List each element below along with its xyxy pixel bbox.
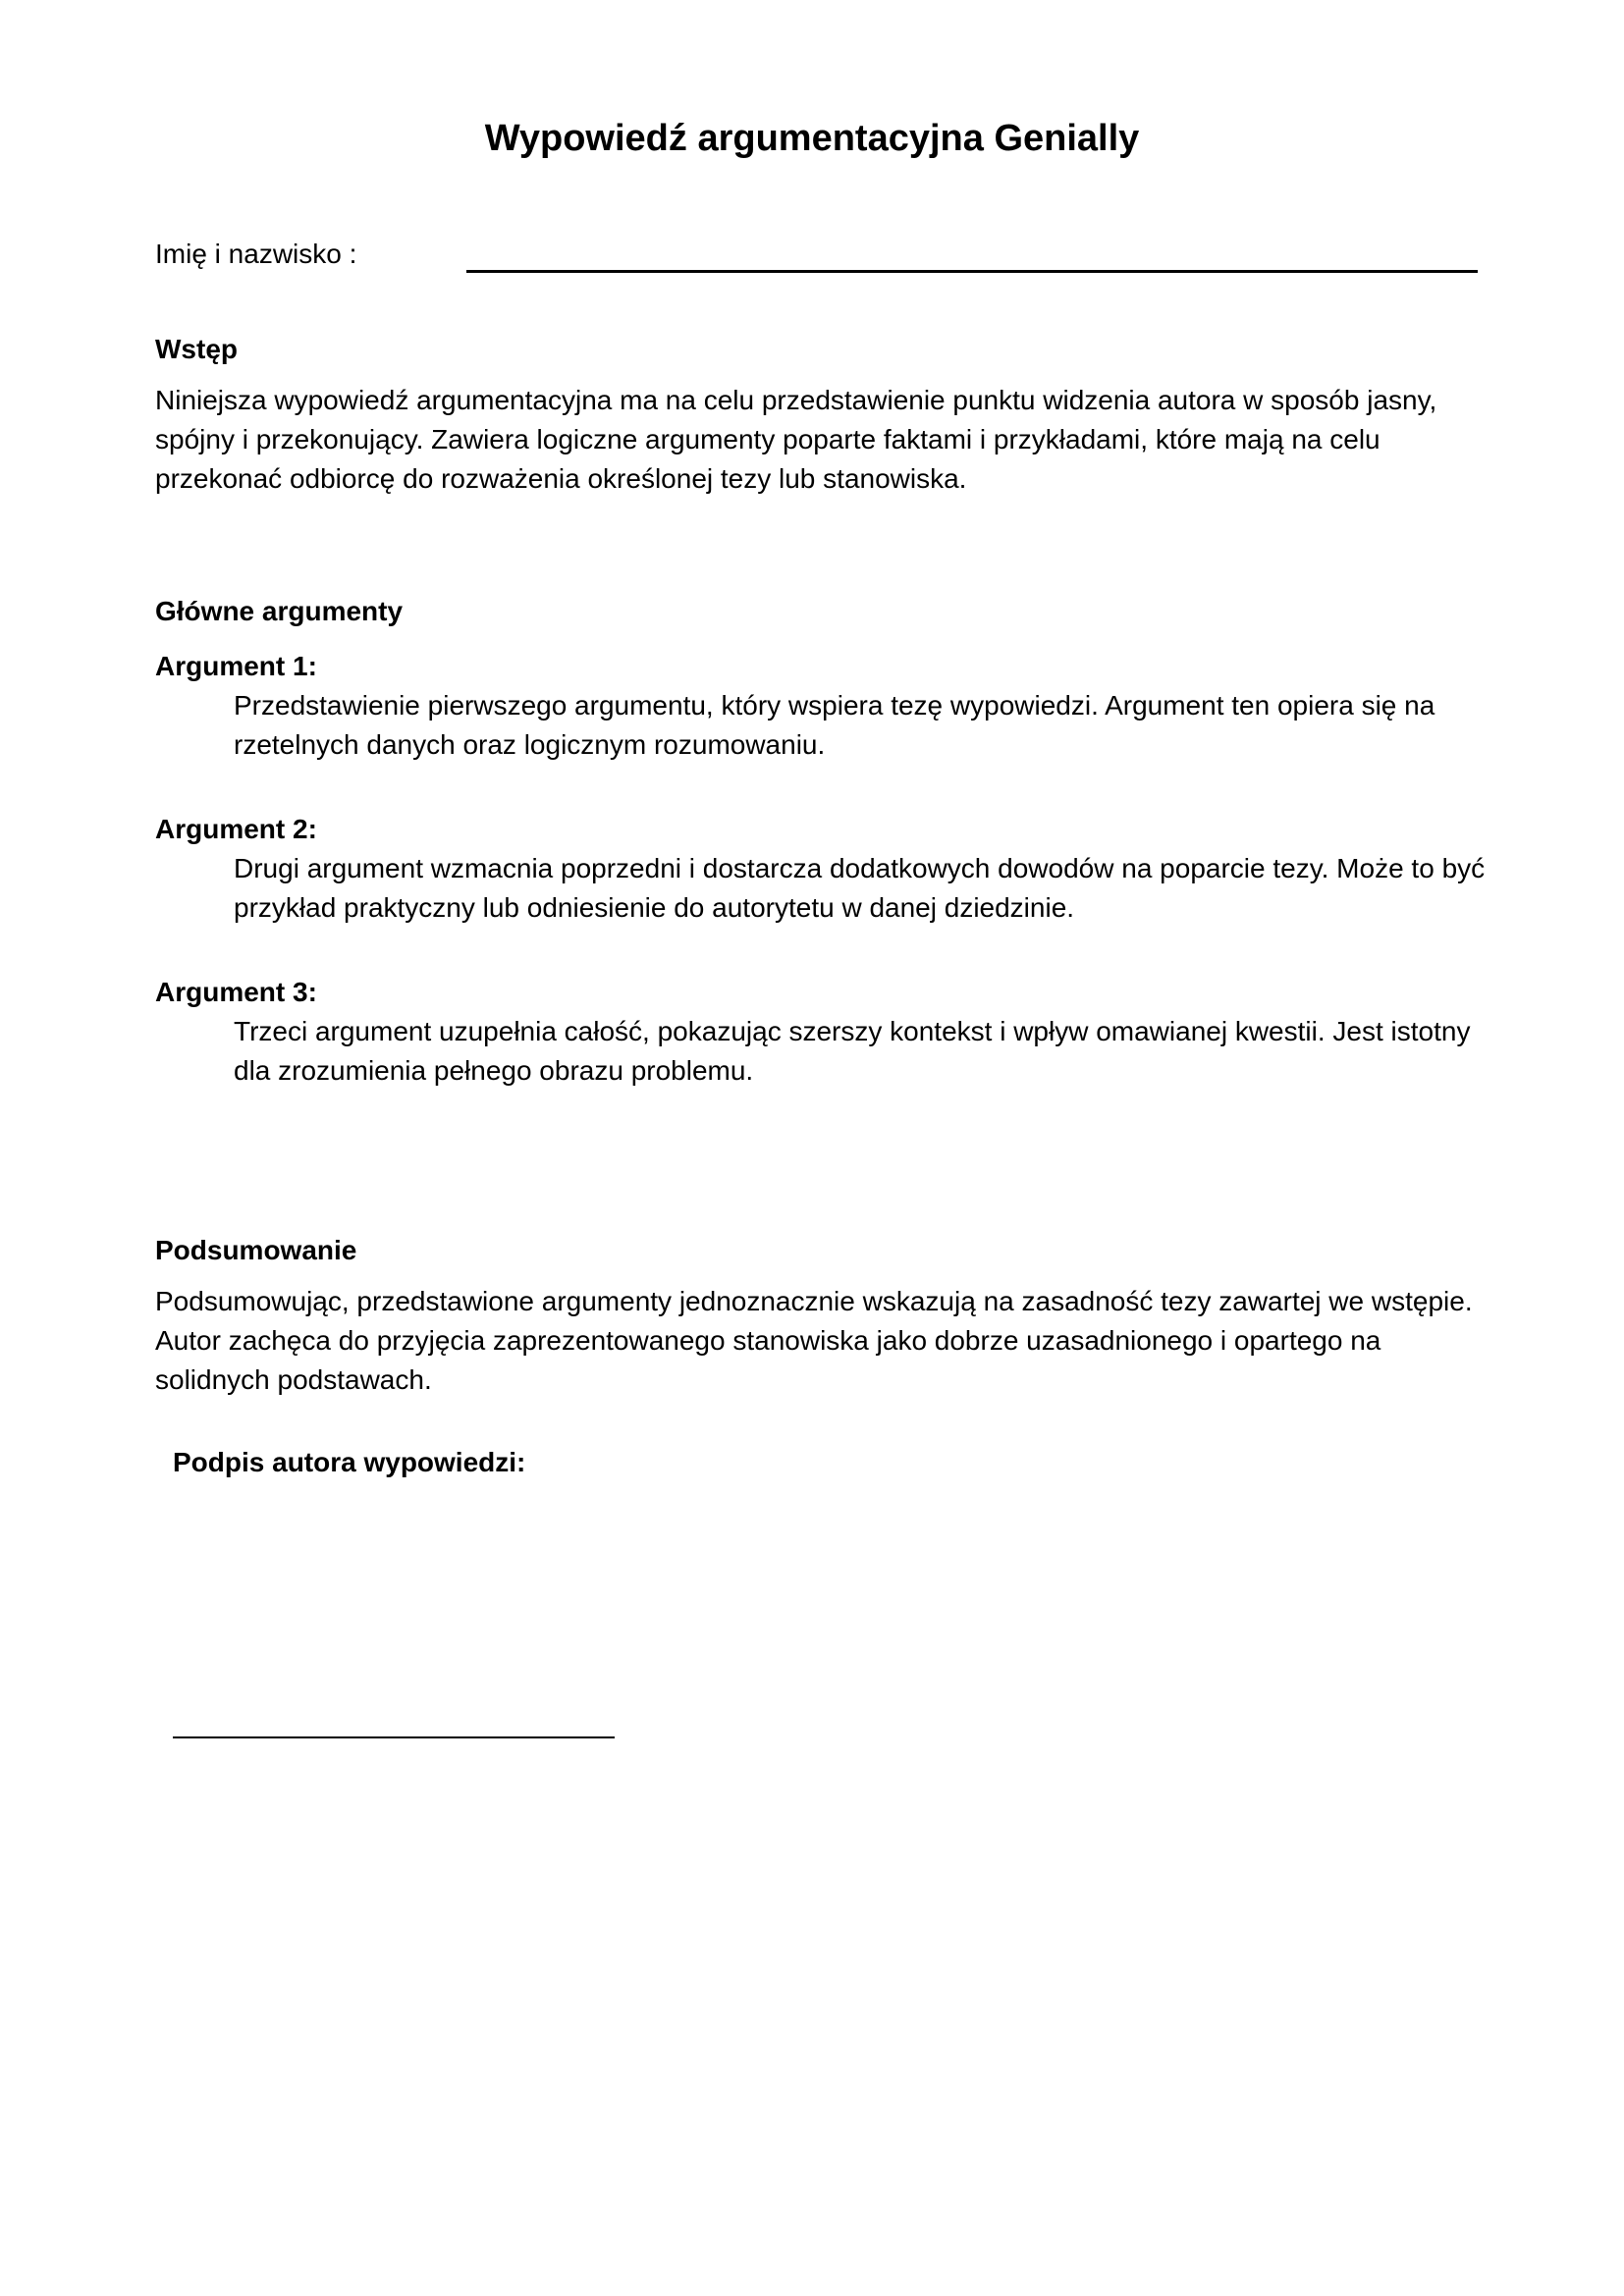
argument-1-label: Argument 1: (155, 651, 317, 681)
document-title: Wypowiedź argumentacyjna Genially (484, 118, 1140, 159)
argument-3-label: Argument 3: (155, 977, 317, 1007)
intro-paragraph: Niniejsza wypowiedź argumentacyjna ma na celu przedstawienie punktu widzenia autora w sposób jasny, spójny i przekonujący. Zawiera logiczne argumenty poparte faktami i przykładami, które mają na celu przekonać odbiorcę do rozważenia określonej tezy lub stanowiska. (155, 385, 1437, 494)
name-field-line[interactable] (466, 270, 1478, 273)
argument-2-label: Argument 2: (155, 814, 317, 844)
summary-heading: Podsumowanie (155, 1235, 357, 1265)
argument-2-text: Drugi argument wzmacnia poprzedni i dostarcza dodatkowych dowodów na poparcie tezy. Może to być przykład praktyczny lub odniesienie do autorytetu w danej dziedzinie. (234, 853, 1486, 923)
signature-label: Podpis autora wypowiedzi: (173, 1447, 526, 1477)
argument-1-text: Przedstawienie pierwszego argumentu, który wspiera tezę wypowiedzi. Argument ten opiera się na rzetelnych danych oraz logicznym rozumowaniu. (234, 690, 1435, 760)
argument-3-text: Trzeci argument uzupełnia całość, pokazując szerszy kontekst i wpływ omawianej kwestii. Jest istotny dla zrozumienia pełnego obrazu problemu. (234, 1016, 1471, 1086)
signature-line[interactable] (173, 1736, 615, 1738)
intro-heading: Wstęp (155, 334, 238, 364)
summary-paragraph: Podsumowując, przedstawione argumenty jednoznacznie wskazują na zasadność tezy zawartej we wstępie. Autor zachęca do przyjęcia zaprezentowanego stanowiska jako dobrze uzasadnionego i opartego na solidnych podstawach. (155, 1286, 1473, 1395)
name-label: Imię i nazwisko : (155, 239, 357, 269)
main-arguments-heading: Główne argumenty (155, 596, 404, 626)
